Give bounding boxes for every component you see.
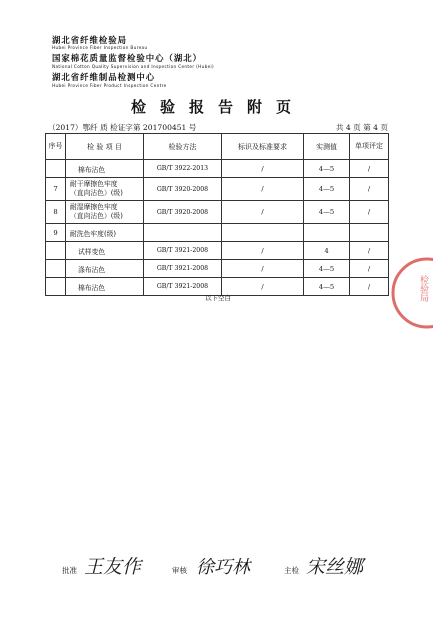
row-method: GB/T 3922-2013 [144, 160, 222, 178]
certificate-number: （2017）鄂纤 质 检证字第 201700451 号 [48, 123, 197, 132]
row-judgement: / [350, 160, 389, 178]
row-item: 棉布沾色 [66, 160, 144, 178]
bureau-name-en: Hubei Province Fiber Inspection Bureau [52, 45, 148, 50]
row-method: GB/T 3921-2008 [144, 260, 222, 278]
header-no: 序号 [46, 134, 66, 160]
row-item [66, 201, 144, 224]
header-judgement: 单项评定 [350, 134, 389, 160]
row-item-line: 耐干摩擦色牢度 [70, 180, 118, 188]
product-center-name-en: Hubei Province Fiber Product Inspection Centre [52, 83, 167, 88]
row-number: 9 [46, 224, 66, 242]
row-standard: / [222, 160, 304, 178]
row-number: 8 [46, 201, 66, 224]
inspect-signature [304, 552, 374, 580]
page-count: 共 4 页 第 4 页 [335, 123, 388, 132]
row-item-line: 耐湿摩擦色牢度 [70, 203, 118, 211]
table-row [46, 201, 389, 224]
center-name-cn: 国家棉花质量监督检验中心（湖北） [52, 53, 202, 63]
row-method: GB/T 3921-2008 [144, 278, 222, 296]
row-judgement: / [350, 260, 389, 278]
row-judgement: / [350, 278, 389, 296]
row-standard [222, 224, 304, 242]
review-label: 审核 [172, 566, 187, 575]
inspect-label: 主检 [284, 566, 299, 575]
bureau-name-cn: 湖北省纤维检验局 [52, 35, 127, 45]
row-judgement: / [350, 178, 389, 201]
row-item-line: （直向沾色）(级) [70, 212, 123, 220]
approve-signature [82, 552, 144, 580]
row-number [46, 242, 66, 260]
row-number [46, 260, 66, 278]
row-value: 4 [304, 242, 350, 260]
official-seal [383, 255, 433, 331]
row-standard: / [222, 178, 304, 201]
header-item: 检 验 项 目 [66, 134, 144, 160]
row-method: GB/T 3920-2008 [144, 178, 222, 201]
table-row [46, 260, 389, 278]
table-row [46, 224, 389, 242]
row-value: 4—5 [304, 178, 350, 201]
table-row [46, 178, 389, 201]
row-item: 耐洗色牢度(级) [66, 224, 144, 242]
row-method [144, 224, 222, 242]
row-item: 试样变色 [66, 242, 144, 260]
row-value: 4—5 [304, 260, 350, 278]
certificate-line [48, 122, 388, 133]
header-value: 实测值 [304, 134, 350, 160]
row-item [66, 178, 144, 201]
review-signature [194, 552, 260, 580]
svg-text:宋丝娜: 宋丝娜 [306, 556, 364, 578]
row-method: GB/T 3920-2008 [144, 201, 222, 224]
svg-text:王友作: 王友作 [84, 556, 142, 578]
row-standard: / [222, 278, 304, 296]
row-number: 7 [46, 178, 66, 201]
header-standard: 标识及标准要求 [222, 134, 304, 160]
row-value: 4—5 [304, 160, 350, 178]
row-value [304, 224, 350, 242]
row-item: 棉布沾色 [66, 278, 144, 296]
row-judgement [350, 224, 389, 242]
product-center-name-cn: 湖北省纤维制品检测中心 [52, 72, 156, 82]
blank-below-note: 以下空白 [205, 294, 231, 302]
row-standard: / [222, 242, 304, 260]
table-row [46, 242, 389, 260]
row-judgement: / [350, 242, 389, 260]
row-value: 4—5 [304, 201, 350, 224]
page-title: 检验报告附页 [130, 98, 305, 116]
row-standard: / [222, 260, 304, 278]
table-row [46, 160, 389, 178]
approve-label: 批准 [62, 566, 77, 575]
row-standard: / [222, 201, 304, 224]
table-header-row [46, 134, 389, 160]
header-method: 检验方法 [144, 134, 222, 160]
row-item: 涤布沾色 [66, 260, 144, 278]
center-name-en: National Cotton Quality Supervision and Inspection Center (Hubei) [52, 64, 215, 69]
row-value: 4—5 [304, 278, 350, 296]
row-number [46, 160, 66, 178]
svg-text:检验局: 检验局 [418, 275, 428, 302]
inspection-table [45, 133, 389, 296]
row-item-line: （直向沾色）(级) [70, 189, 123, 197]
row-judgement: / [350, 201, 389, 224]
row-method: GB/T 3921-2008 [144, 242, 222, 260]
svg-text:徐巧林: 徐巧林 [196, 557, 250, 578]
